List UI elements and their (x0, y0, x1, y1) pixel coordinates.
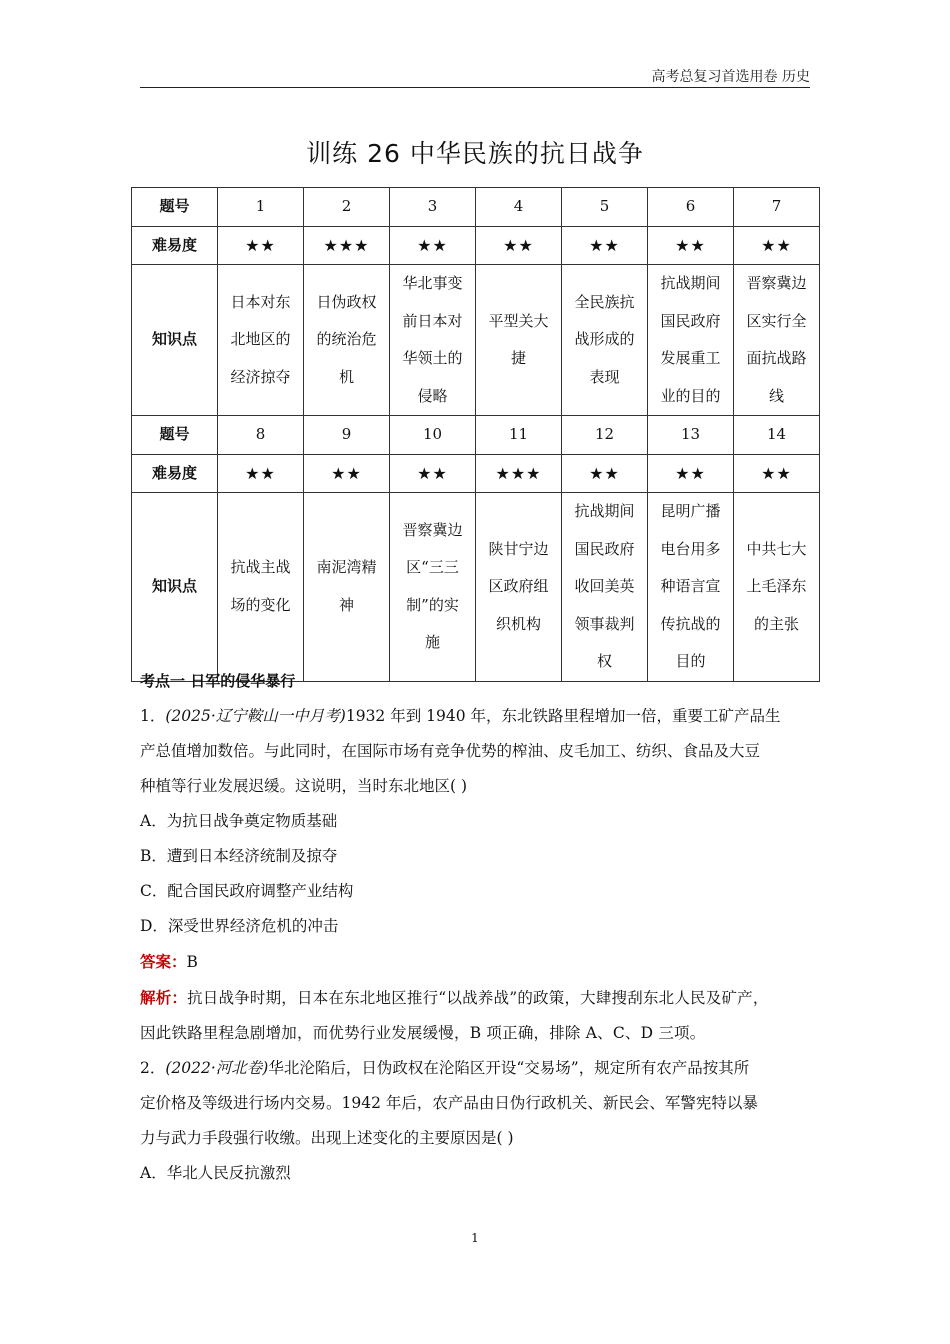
knowledge-point-line: 传抗战的 (660, 614, 721, 633)
knowledge-point-line: 全民族抗 (574, 292, 635, 311)
knowledge-point-line: 织机构 (495, 614, 541, 633)
knowledge-point-line: 抗战期间 (574, 502, 635, 520)
difficulty-stars-cell: ★★ (218, 454, 304, 493)
difficulty-stars-cell: ★★ (562, 226, 648, 265)
knowledge-point-line: 目的 (675, 652, 706, 670)
knowledge-point-line: 业的目的 (660, 386, 721, 405)
knowledge-point-line: 中共七大 (746, 539, 807, 558)
question-1-stem-line: 种植等行业发展迟缓。这说明，当时东北地区( ) (140, 777, 468, 795)
difficulty-stars-cell: ★★ (218, 226, 304, 265)
question-number-cell: 5 (562, 188, 648, 227)
knowledge-point-cell (218, 265, 304, 416)
knowledge-point-line: 晋察冀边 (746, 274, 807, 292)
question-text: 1932 年到 1940 年，东北铁路里程增加一倍，重要工矿产品生 (345, 707, 781, 725)
difficulty-stars-cell: ★★ (390, 226, 476, 265)
knowledge-point-cell (734, 265, 820, 416)
knowledge-point-cell (734, 493, 820, 682)
knowledge-point-cell (390, 265, 476, 416)
knowledge-point-line: 机 (338, 367, 354, 386)
explanation-line: 因此铁路里程急剧增加，而优势行业发展缓慢，B 项正确，排除 A、C、D 三项。 (140, 1024, 706, 1042)
question-number-cell: 11 (476, 416, 562, 455)
explanation-text: 抗日战争时期，日本在东北地区推行“以战养战”的政策，大肆搜刮东北人民及矿产， (187, 989, 769, 1007)
difficulty-stars-cell: ★★ (562, 454, 648, 493)
knowledge-point-line: 北地区的 (230, 330, 291, 349)
knowledge-point-line: 前日本对 (402, 311, 463, 330)
option-d: D．深受世界经济危机的冲击 (140, 917, 339, 935)
knowledge-point-line: 晋察冀边 (402, 520, 463, 539)
knowledge-point-line: 区实行全 (746, 311, 807, 330)
knowledge-point-line: 陕甘宁边 (488, 539, 549, 558)
difficulty-stars-cell: ★★ (304, 454, 390, 493)
knowledge-point-line: 种语言宣 (660, 577, 721, 595)
knowledge-point-line: 区政府组 (488, 577, 549, 595)
knowledge-point-line: 侵略 (417, 386, 448, 405)
option-a: A．为抗日战争奠定物质基础 (140, 812, 338, 830)
row-label-difficulty: 难易度 (132, 226, 218, 265)
knowledge-point-line: 昆明广播 (660, 502, 721, 520)
knowledge-point-cell (648, 265, 734, 416)
knowledge-point-cell (562, 493, 648, 682)
question-number-cell: 14 (734, 416, 820, 455)
knowledge-point-line: 抗战期间 (660, 274, 721, 292)
question-number-cell: 13 (648, 416, 734, 455)
question-number-cell: 12 (562, 416, 648, 455)
knowledge-point-line: 日本对东 (230, 292, 291, 311)
option-b: B．遭到日本经济统制及掠夺 (140, 847, 338, 865)
knowledge-point-line: 华领土的 (402, 349, 463, 367)
knowledge-point-line: 的统治危 (316, 330, 377, 349)
question-content (140, 664, 812, 1191)
question-1-stem-line (140, 699, 812, 734)
row-label-number: 题号 (132, 416, 218, 455)
knowledge-point-line: 抗战主战 (230, 558, 291, 577)
knowledge-point-line: 神 (338, 595, 354, 614)
question-number-cell: 3 (390, 188, 476, 227)
knowledge-point-line: 施 (424, 633, 440, 652)
explanation-line (140, 980, 812, 1016)
page-number: 1 (471, 1231, 479, 1245)
question-2-stem-line: 力与武力手段强行收缴。出现上述变化的主要原因是( ) (140, 1129, 514, 1147)
knowledge-point-cell (648, 493, 734, 682)
knowledge-point-line: 战形成的 (574, 330, 635, 349)
knowledge-point-line: 面抗战路 (746, 349, 807, 367)
explanation-label: 解析： (140, 988, 188, 1007)
question-number: 1． (140, 707, 166, 725)
question-2-stem-line: 定价格及等级进行场内交易。1942 年后，农产品由日伪行政机关、新民会、军警宪特以暴 (140, 1094, 758, 1112)
question-number-cell: 10 (390, 416, 476, 455)
knowledge-point-line: 领事裁判 (574, 614, 635, 633)
answer-value: B (186, 953, 198, 971)
knowledge-point-line: 发展重工 (660, 349, 721, 367)
knowledge-point-line: 上毛泽东 (746, 577, 807, 595)
difficulty-stars-cell: ★★ (648, 226, 734, 265)
knowledge-point-line: 权 (596, 652, 612, 670)
knowledge-point-line: 的主张 (753, 614, 799, 633)
question-number-cell: 2 (304, 188, 390, 227)
answer-line (140, 944, 812, 980)
question-text: 华北沦陷后，日伪政权在沦陷区开设“交易场”，规定所有农产品按其所 (268, 1059, 750, 1077)
question-number: 2． (140, 1059, 166, 1077)
difficulty-stars-cell: ★★★ (304, 226, 390, 265)
knowledge-point-cell (562, 265, 648, 416)
knowledge-point-cell (304, 265, 390, 416)
option-a: A．华北人民反抗激烈 (140, 1164, 291, 1182)
question-number-cell: 9 (304, 416, 390, 455)
header-rule (140, 87, 810, 88)
option-c: C．配合国民政府调整产业结构 (140, 882, 354, 900)
row-label-number: 题号 (132, 188, 218, 227)
difficulty-stars-cell: ★★ (476, 226, 562, 265)
row-label-difficulty: 难易度 (132, 454, 218, 493)
knowledge-point-line: 制”的实 (406, 595, 459, 614)
row-label-knowledge: 知识点 (132, 493, 218, 682)
difficulty-stars-cell: ★★ (734, 454, 820, 493)
knowledge-point-line: 华北事变 (402, 274, 463, 292)
knowledge-point-line: 表现 (589, 367, 620, 386)
difficulty-stars-cell: ★★ (390, 454, 476, 493)
question-source: (2022·河北卷) (165, 1059, 269, 1077)
difficulty-stars-cell: ★★★ (476, 454, 562, 493)
knowledge-point-line: 收回美英 (574, 577, 635, 595)
section-heading: 考点一 日军的侵华暴行 (140, 672, 296, 690)
answer-label: 答案： (140, 952, 187, 971)
knowledge-point-line: 线 (768, 386, 784, 405)
knowledge-point-line: 南泥湾精 (316, 558, 377, 577)
knowledge-point-line: 日伪政权 (316, 292, 377, 311)
knowledge-point-line: 平型关大 (488, 311, 549, 330)
knowledge-point-line: 捷 (510, 349, 526, 367)
question-source: (2025·辽宁鞍山一中月考) (165, 707, 346, 725)
question-1-stem-line: 产总值增加数倍。与此同时，在国际市场有竞争优势的榨油、皮毛加工、纺织、食品及大豆 (140, 742, 761, 760)
knowledge-point-cell (476, 265, 562, 416)
knowledge-table (131, 187, 820, 682)
question-2-stem-line (140, 1051, 812, 1086)
knowledge-point-cell (304, 493, 390, 682)
knowledge-point-cell (218, 493, 304, 682)
question-number-cell: 8 (218, 416, 304, 455)
knowledge-point-line: 场的变化 (230, 595, 291, 614)
question-number-cell: 4 (476, 188, 562, 227)
difficulty-stars-cell: ★★ (648, 454, 734, 493)
knowledge-point-cell (390, 493, 476, 682)
question-number-cell: 7 (734, 188, 820, 227)
knowledge-point-line: 区“三三 (406, 558, 459, 577)
knowledge-point-line: 国民政府 (574, 539, 635, 558)
page-title: 训练 26 中华民族的抗日战争 (306, 139, 644, 168)
running-header: 高考总复习首选用卷 历史 (651, 69, 810, 85)
question-number-cell: 1 (218, 188, 304, 227)
knowledge-point-line: 电台用多 (660, 539, 721, 558)
knowledge-point-line: 国民政府 (660, 311, 721, 330)
difficulty-stars-cell: ★★ (734, 226, 820, 265)
knowledge-point-cell (476, 493, 562, 682)
knowledge-point-line: 经济掠夺 (230, 367, 291, 386)
row-label-knowledge: 知识点 (132, 265, 218, 416)
question-number-cell: 6 (648, 188, 734, 227)
